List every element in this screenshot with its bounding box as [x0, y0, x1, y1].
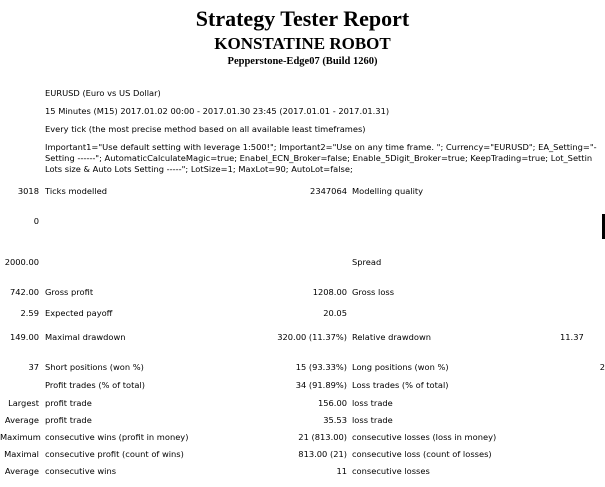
- short-positions-value: 15 (93.33%): [295, 362, 347, 372]
- server-name: Pepperstone-Edge07 (Build 1260): [227, 56, 378, 67]
- consecutive-wins-label: consecutive wins: [45, 466, 117, 476]
- symbol-text: EURUSD (Euro vs US Dollar): [45, 88, 161, 98]
- max-consecutive-losses-label: consecutive losses (loss in money): [352, 432, 497, 442]
- profit-trades-value: 34 (91.89%): [295, 380, 347, 390]
- long-positions-label: Long positions (won %): [352, 362, 449, 372]
- report-title: Strategy Tester Report: [195, 6, 410, 31]
- model-text: Every tick (the most precise method based on all available least timeframes): [45, 124, 366, 134]
- maximal-drawdown-value: 320.00 (11.37%): [277, 332, 347, 342]
- spread-label: Spread: [352, 257, 382, 267]
- profit-trades-label: Profit trades (% of total): [45, 380, 145, 390]
- parameters-line: Important1="Use default setting with leverage 1:500!"; Important2="Use on any time frame. "; Currency="EURUSD"; EA_Setting="-: [45, 142, 597, 152]
- maximal-consecutive-profit-label: consecutive profit (count of wins): [45, 449, 184, 459]
- max-consecutive-wins-label: consecutive wins (profit in money): [45, 432, 189, 442]
- gross-loss-label: Gross loss: [352, 287, 395, 297]
- expected-payoff-label: Expected payoff: [45, 308, 113, 318]
- max-consecutive-wins-value: 21 (813.00): [298, 432, 347, 442]
- expected-payoff-value: 20.05: [323, 308, 347, 318]
- modelling-quality-label: Modelling quality: [352, 186, 424, 196]
- maximum-label: Maximum: [0, 432, 41, 442]
- parameters-line: Setting ------"; AutomaticCalculateMagic=true; Enabel_ECN_Broker=false; Enable_5Digit_Broker=true; KeepTrading=true; Lot_Settin: [45, 153, 593, 163]
- long-positions-value: 2: [599, 362, 605, 372]
- largest-loss-trade-label: loss trade: [352, 398, 393, 408]
- gross-profit-value: 1208.00: [312, 287, 347, 297]
- maximal-consecutive-profit-value: 813.00 (21): [298, 449, 347, 459]
- period-text: 15 Minutes (M15) 2017.01.02 00:00 - 2017.01.30 23:45 (2017.01.01 - 2017.01.31): [45, 106, 390, 116]
- largest-profit-trade-label: profit trade: [45, 398, 92, 408]
- consecutive-losses-label: consecutive losses: [352, 466, 430, 476]
- short-positions-label: Short positions (won %): [45, 362, 144, 372]
- largest-label: Largest: [8, 398, 39, 408]
- profit-factor-value: 2.59: [20, 308, 39, 318]
- largest-profit-trade-value: 156.00: [317, 398, 347, 408]
- ea-name: KONSTATINE ROBOT: [214, 34, 391, 53]
- ticks-label: Ticks modelled: [45, 186, 107, 196]
- maximal-drawdown-label: Maximal drawdown: [45, 332, 126, 342]
- total-trades-value: 37: [28, 362, 39, 372]
- absolute-drawdown-value: 149.00: [9, 332, 39, 342]
- gross-profit-label: Gross profit: [45, 287, 94, 297]
- average-profit-trade-value: 35.53: [323, 415, 347, 425]
- consecutive-wins-value: 11: [336, 466, 347, 476]
- average-loss-trade-label: loss trade: [352, 415, 393, 425]
- deposit-value: 2000.00: [4, 257, 39, 267]
- parameters-line: Lots size & Auto Lots Setting -----"; LotSize=1; MaxLot=90; AutoLot=false;: [45, 164, 353, 174]
- bars-value: 3018: [17, 186, 39, 196]
- parameters-block: [45, 142, 605, 175]
- maximal-label: Maximal: [4, 449, 39, 459]
- ticks-value: 2347064: [310, 186, 347, 196]
- average-consecutive-label: Average: [4, 466, 39, 476]
- relative-drawdown-label: Relative drawdown: [352, 332, 432, 342]
- mismatched-value: 0: [33, 216, 39, 226]
- net-profit-value: 742.00: [9, 287, 39, 297]
- average-label: Average: [4, 415, 39, 425]
- relative-drawdown-value: 11.37: [560, 332, 584, 342]
- average-profit-trade-label: profit trade: [45, 415, 92, 425]
- loss-trades-label: Loss trades (% of total): [352, 380, 449, 390]
- maximal-consecutive-loss-label: consecutive loss (count of losses): [352, 449, 492, 459]
